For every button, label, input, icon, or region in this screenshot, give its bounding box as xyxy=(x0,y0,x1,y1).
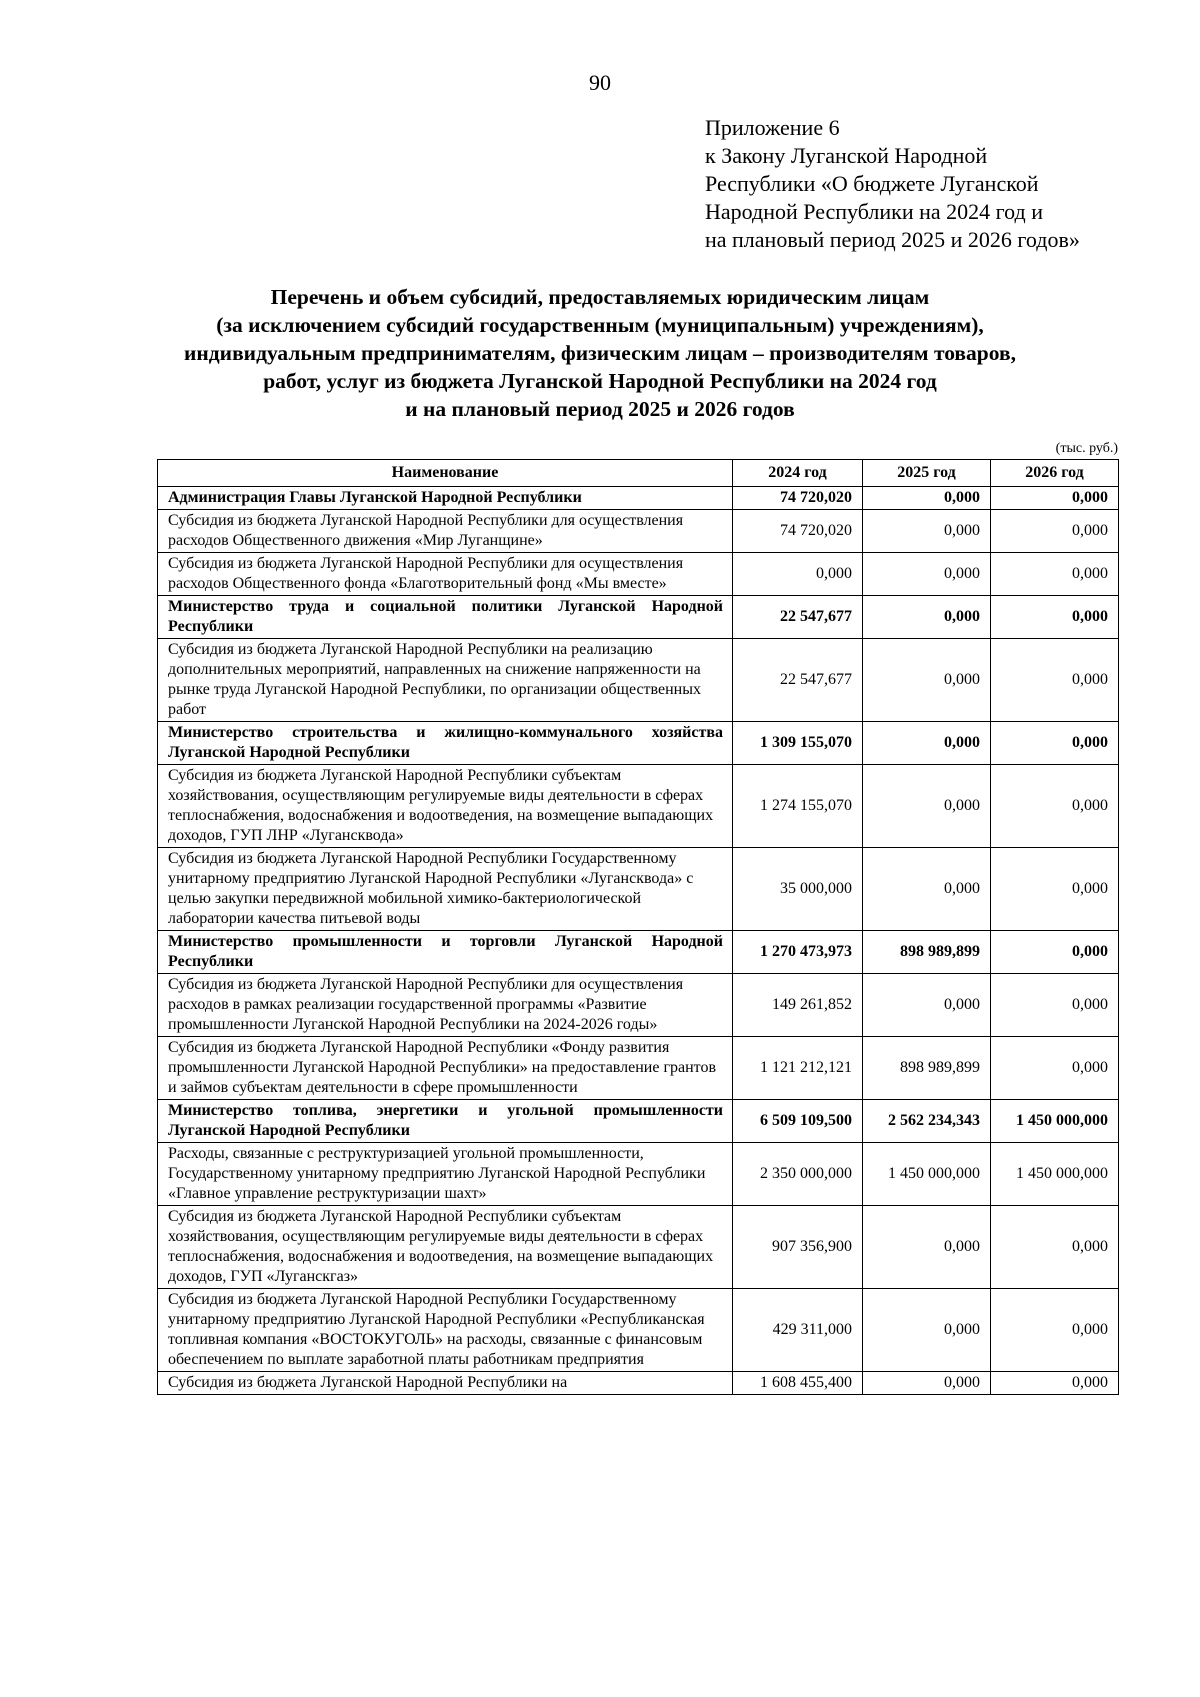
row-value-2024: 22 547,677 xyxy=(733,639,863,722)
subsidy-row xyxy=(158,1143,1119,1206)
row-value-2024: 0,000 xyxy=(733,553,863,596)
subsidy-row xyxy=(158,553,1119,596)
ministry-row xyxy=(158,1100,1119,1143)
row-value-2024: 1 274 155,070 xyxy=(733,765,863,848)
row-name: Субсидия из бюджета Луганской Народной Республики на xyxy=(158,1372,733,1395)
row-value-2025: 1 450 000,000 xyxy=(863,1143,991,1206)
title-line: Перечень и объем субсидий, предоставляемых юридическим лицам xyxy=(270,285,930,309)
row-name: Расходы, связанные с реструктуризацией угольной промышленности, Государственному унитарному предприятию Луганской Народной Республики «Главное управление реструктуризации шахт» xyxy=(158,1143,733,1206)
appendix-reference xyxy=(705,114,1080,254)
subsidies-table xyxy=(157,459,1119,1395)
row-value-2024: 1 608 455,400 xyxy=(733,1372,863,1395)
row-name: Субсидия из бюджета Луганской Народной Республики для осуществления расходов Общественного фонда «Благотворительный фонд «Мы вместе» xyxy=(158,553,733,596)
row-value-2026: 0,000 xyxy=(991,1289,1119,1372)
subsidy-row xyxy=(158,765,1119,848)
row-value-2024: 1 121 212,121 xyxy=(733,1037,863,1100)
row-value-2024: 149 261,852 xyxy=(733,974,863,1037)
row-value-2026: 0,000 xyxy=(991,1206,1119,1289)
subsidy-row xyxy=(158,1206,1119,1289)
row-value-2025: 0,000 xyxy=(863,639,991,722)
row-value-2024: 907 356,900 xyxy=(733,1206,863,1289)
title-line: индивидуальным предпринимателям, физическим лицам – производителям товаров, xyxy=(184,341,1016,365)
row-value-2026: 0,000 xyxy=(991,848,1119,931)
row-name: Министерство строительства и жилищно-коммунального хозяйства Луганской Народной Республики xyxy=(158,722,733,765)
subsidy-row xyxy=(158,848,1119,931)
row-name: Субсидия из бюджета Луганской Народной Республики для осуществления расходов Общественного движения «Мир Луганщине» xyxy=(158,510,733,553)
row-name: Субсидия из бюджета Луганской Народной Республики для осуществления расходов в рамках реализации государственной программы «Развитие промышленности Луганской Народной Республики на 2024-2026 годы» xyxy=(158,974,733,1037)
row-name: Субсидия из бюджета Луганской Народной Республики субъектам хозяйствования, осуществляющим регулируемые виды деятельности в сферах теплоснабжения, водоснабжения и водоотведения, на возмещение выпадающих доходов, ГУП ЛНР «Лугансквода» xyxy=(158,765,733,848)
row-value-2026: 0,000 xyxy=(991,931,1119,974)
row-name: Субсидия из бюджета Луганской Народной Республики субъектам хозяйствования, осуществляющим регулируемые виды деятельности в сферах теплоснабжения, водоснабжения и водоотведения, на возмещение выпадающих доходов, ГУП «Луганскгаз» xyxy=(158,1206,733,1289)
row-value-2025: 0,000 xyxy=(863,596,991,639)
subsidy-row xyxy=(158,1372,1119,1395)
units-label: (тыс. руб.) xyxy=(1055,441,1118,456)
row-value-2024: 1 270 473,973 xyxy=(733,931,863,974)
row-value-2026: 0,000 xyxy=(991,596,1119,639)
row-value-2025: 2 562 234,343 xyxy=(863,1100,991,1143)
row-value-2025: 0,000 xyxy=(863,848,991,931)
document-title xyxy=(0,283,1200,423)
header-name: Наименование xyxy=(158,460,733,487)
title-line: работ, услуг из бюджета Луганской Народной Республики на 2024 год xyxy=(263,369,937,393)
row-value-2024: 1 309 155,070 xyxy=(733,722,863,765)
appendix-line: к Закону Луганской Народной xyxy=(705,143,988,168)
row-name: Министерство промышленности и торговли Луганской Народной Республики xyxy=(158,931,733,974)
header-2025: 2025 год xyxy=(863,460,991,487)
row-name: Субсидия из бюджета Луганской Народной Республики Государственному унитарному предприятию Луганской Народной Республики «Лугансквода» с целью закупки передвижной мобильной химико-бактериологической лаборатории качества питьевой воды xyxy=(158,848,733,931)
subsidy-row xyxy=(158,1289,1119,1372)
row-value-2026: 0,000 xyxy=(991,722,1119,765)
row-name: Министерство труда и социальной политики Луганской Народной Республики xyxy=(158,596,733,639)
row-value-2026: 0,000 xyxy=(991,553,1119,596)
subsidy-row xyxy=(158,1037,1119,1100)
appendix-line: Республики «О бюджете Луганской xyxy=(705,171,1039,196)
row-value-2026: 0,000 xyxy=(991,1037,1119,1100)
title-line: и на плановый период 2025 и 2026 годов xyxy=(405,397,795,421)
row-value-2024: 6 509 109,500 xyxy=(733,1100,863,1143)
table-body xyxy=(158,487,1119,1395)
row-value-2025: 0,000 xyxy=(863,765,991,848)
ministry-row xyxy=(158,722,1119,765)
row-value-2025: 898 989,899 xyxy=(863,1037,991,1100)
table-header-row xyxy=(158,460,1119,487)
row-value-2026: 0,000 xyxy=(991,1372,1119,1395)
appendix-line: на плановый период 2025 и 2026 годов» xyxy=(705,227,1080,252)
row-value-2026: 0,000 xyxy=(991,974,1119,1037)
page-number: 90 xyxy=(589,70,611,95)
row-value-2026: 1 450 000,000 xyxy=(991,1143,1119,1206)
row-name: Министерство топлива, энергетики и угольной промышленности Луганской Народной Республики xyxy=(158,1100,733,1143)
row-value-2024: 35 000,000 xyxy=(733,848,863,931)
subsidy-row xyxy=(158,510,1119,553)
row-name: Субсидия из бюджета Луганской Народной Республики Государственному унитарному предприятию Луганской Народной Республики «Республиканская топливная компания «ВОСТОКУГОЛЬ» на расходы, связанные с финансовым обеспечением по выплате заработной платы работникам предприятия xyxy=(158,1289,733,1372)
ministry-row xyxy=(158,596,1119,639)
row-name: Субсидия из бюджета Луганской Народной Республики «Фонду развития промышленности Луганской Народной Республики» на предоставление грантов и займов субъектам деятельности в сфере промышленности xyxy=(158,1037,733,1100)
subsidy-row xyxy=(158,974,1119,1037)
header-2024: 2024 год xyxy=(733,460,863,487)
subsidy-row xyxy=(158,639,1119,722)
appendix-line: Народной Республики на 2024 год и xyxy=(705,199,1043,224)
row-value-2024: 2 350 000,000 xyxy=(733,1143,863,1206)
ministry-row xyxy=(158,931,1119,974)
appendix-line: Приложение 6 xyxy=(705,115,840,140)
title-line: (за исключением субсидий государственным (муниципальным) учреждениям), xyxy=(216,313,984,337)
row-value-2024: 429 311,000 xyxy=(733,1289,863,1372)
row-value-2026: 0,000 xyxy=(991,639,1119,722)
row-name: Администрация Главы Луганской Народной Республики xyxy=(158,487,733,510)
row-value-2025: 0,000 xyxy=(863,553,991,596)
row-value-2024: 22 547,677 xyxy=(733,596,863,639)
header-2026: 2026 год xyxy=(991,460,1119,487)
row-value-2026: 0,000 xyxy=(991,487,1119,510)
row-value-2026: 1 450 000,000 xyxy=(991,1100,1119,1143)
row-value-2025: 0,000 xyxy=(863,974,991,1037)
row-value-2025: 0,000 xyxy=(863,1206,991,1289)
row-value-2026: 0,000 xyxy=(991,765,1119,848)
ministry-row xyxy=(158,487,1119,510)
row-value-2025: 0,000 xyxy=(863,510,991,553)
row-value-2025: 0,000 xyxy=(863,1372,991,1395)
row-value-2025: 0,000 xyxy=(863,1289,991,1372)
row-value-2024: 74 720,020 xyxy=(733,487,863,510)
row-value-2024: 74 720,020 xyxy=(733,510,863,553)
row-name: Субсидия из бюджета Луганской Народной Республики на реализацию дополнительных мероприятий, направленных на снижение напряженности на рынке труда Луганской Народной Республики, по организации общественных работ xyxy=(158,639,733,722)
row-value-2025: 0,000 xyxy=(863,722,991,765)
row-value-2026: 0,000 xyxy=(991,510,1119,553)
row-value-2025: 898 989,899 xyxy=(863,931,991,974)
row-value-2025: 0,000 xyxy=(863,487,991,510)
